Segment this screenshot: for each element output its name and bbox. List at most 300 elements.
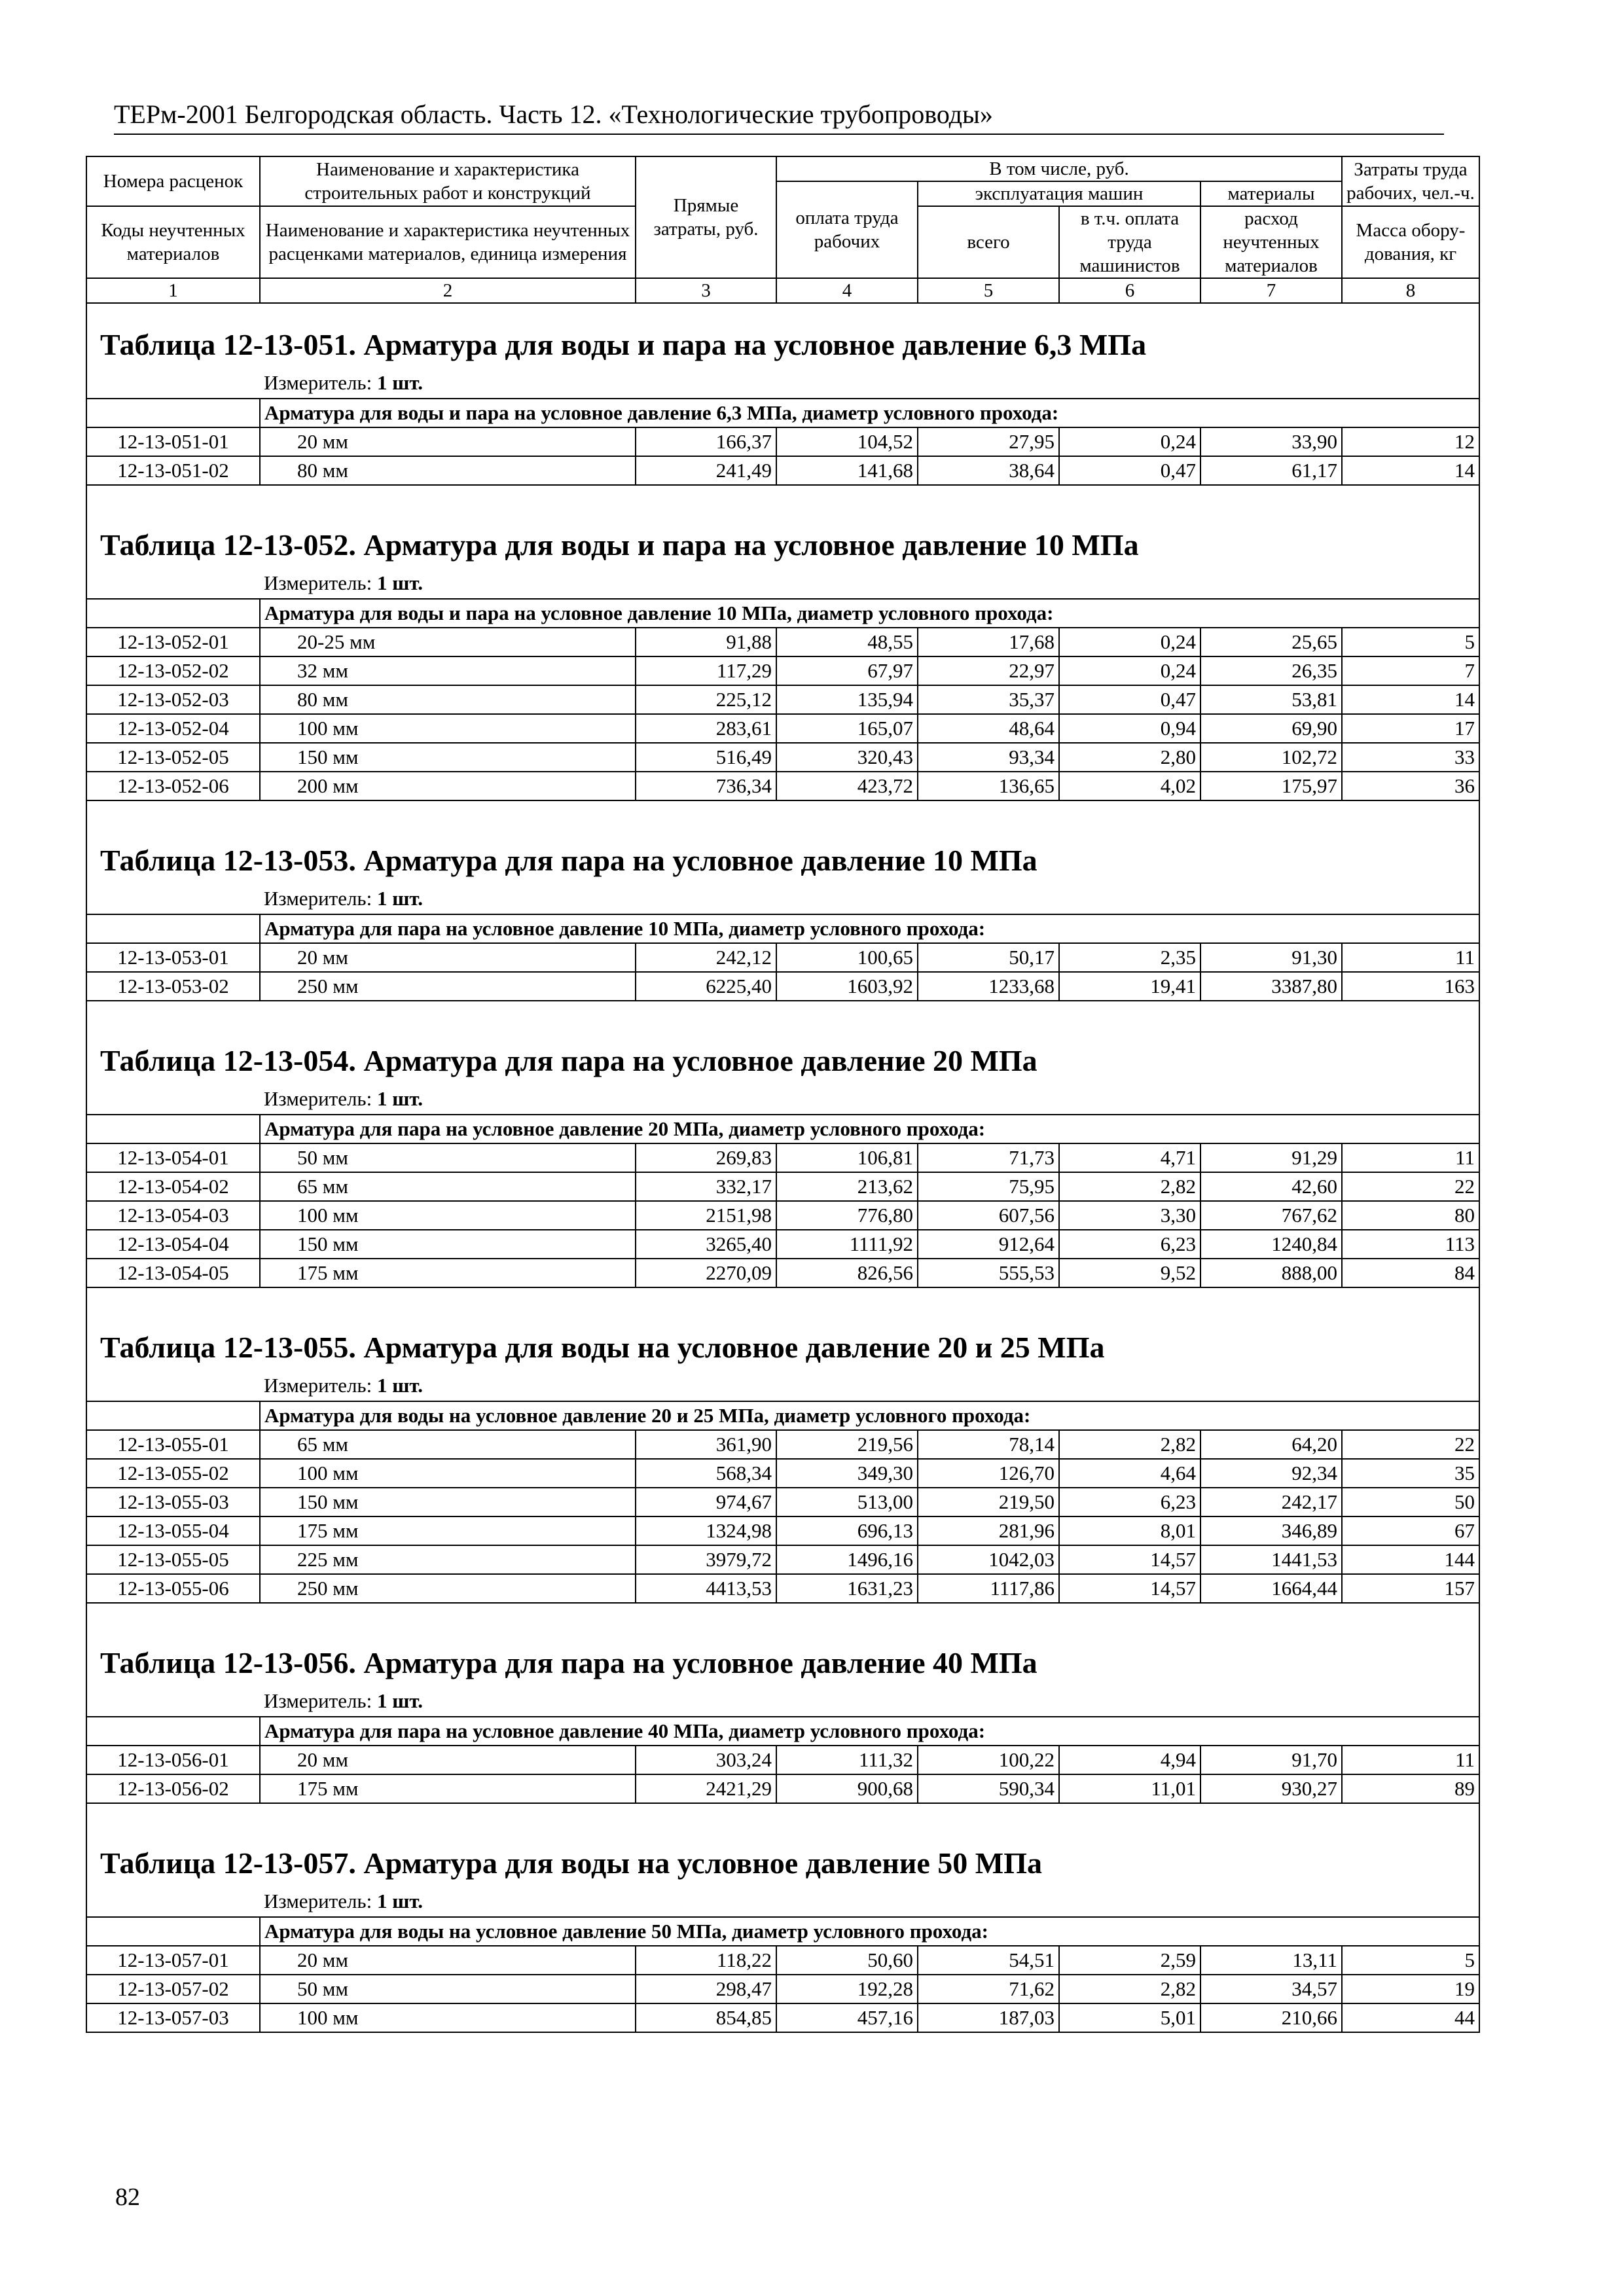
table-row bbox=[86, 772, 1479, 800]
col-number: 6 bbox=[1059, 278, 1200, 303]
worker-pay: 457,16 bbox=[776, 2003, 918, 2032]
measure-spacer bbox=[86, 884, 260, 914]
subheader-text: Арматура для пара на условное давление 40 МПа, диаметр условного прохода: bbox=[260, 1717, 1479, 1746]
section-title: Таблица 12-13-054. Арматура для пара на условное давление 20 МПа bbox=[100, 1044, 1038, 1077]
labor-hours: 19 bbox=[1342, 1975, 1479, 2003]
direct-costs: 361,90 bbox=[636, 1430, 776, 1459]
worker-pay: 192,28 bbox=[776, 1975, 918, 2003]
rate-name: 100 мм bbox=[260, 714, 636, 743]
table-row bbox=[86, 685, 1479, 714]
direct-costs: 568,34 bbox=[636, 1459, 776, 1488]
worker-pay: 900,68 bbox=[776, 1774, 918, 1803]
labor-hours: 144 bbox=[1342, 1545, 1479, 1574]
subheader-row bbox=[86, 1115, 1479, 1143]
subheader-spacer bbox=[86, 399, 260, 427]
worker-pay: 111,32 bbox=[776, 1746, 918, 1774]
subheader-text: Арматура для пара на условное давление 10 МПа, диаметр условного прохода: bbox=[260, 914, 1479, 943]
subheader-spacer bbox=[86, 1115, 260, 1143]
operator-pay: 4,64 bbox=[1059, 1459, 1200, 1488]
machines-total: 555,53 bbox=[918, 1259, 1059, 1287]
col-header-including: В том числе, руб. bbox=[776, 156, 1342, 181]
machines-total: 912,64 bbox=[918, 1230, 1059, 1259]
materials: 61,17 bbox=[1200, 456, 1342, 485]
rates-table bbox=[86, 156, 1480, 2033]
table-row bbox=[86, 1488, 1479, 1516]
measure-unit: 1 шт. bbox=[376, 1374, 424, 1397]
worker-pay: 696,13 bbox=[776, 1516, 918, 1545]
labor-hours: 89 bbox=[1342, 1774, 1479, 1803]
col-header-material-name: Наименование и характеристика неучтенных расценками материалов, единица измерения bbox=[260, 206, 636, 278]
rate-code: 12-13-051-02 bbox=[86, 456, 260, 485]
direct-costs: 2421,29 bbox=[636, 1774, 776, 1803]
rate-code: 12-13-056-01 bbox=[86, 1746, 260, 1774]
table-row bbox=[86, 743, 1479, 772]
col-header-machines: эксплуатация машин bbox=[918, 181, 1200, 206]
machines-total: 35,37 bbox=[918, 685, 1059, 714]
rate-name: 20 мм bbox=[260, 1946, 636, 1975]
operator-pay: 2,35 bbox=[1059, 943, 1200, 972]
operator-pay: 2,59 bbox=[1059, 1946, 1200, 1975]
labor-hours: 33 bbox=[1342, 743, 1479, 772]
table-row bbox=[86, 456, 1479, 485]
subheader-spacer bbox=[86, 1717, 260, 1746]
subheader-text: Арматура для воды и пара на условное давление 6,3 МПа, диаметр условного прохода: bbox=[260, 399, 1479, 427]
table-row bbox=[86, 714, 1479, 743]
rate-code: 12-13-055-04 bbox=[86, 1516, 260, 1545]
labor-hours: 14 bbox=[1342, 685, 1479, 714]
measure-cell bbox=[260, 1686, 1479, 1717]
operator-pay: 0,47 bbox=[1059, 685, 1200, 714]
rate-name: 150 мм bbox=[260, 743, 636, 772]
operator-pay: 6,23 bbox=[1059, 1488, 1200, 1516]
materials: 1441,53 bbox=[1200, 1545, 1342, 1574]
worker-pay: 349,30 bbox=[776, 1459, 918, 1488]
rate-code: 12-13-055-01 bbox=[86, 1430, 260, 1459]
table-row bbox=[86, 628, 1479, 656]
direct-costs: 974,67 bbox=[636, 1488, 776, 1516]
rate-name: 50 мм bbox=[260, 1975, 636, 2003]
materials: 1240,84 bbox=[1200, 1230, 1342, 1259]
worker-pay: 141,68 bbox=[776, 456, 918, 485]
operator-pay: 14,57 bbox=[1059, 1545, 1200, 1574]
measure-unit: 1 шт. bbox=[376, 1689, 424, 1712]
machines-total: 1117,86 bbox=[918, 1574, 1059, 1603]
operator-pay: 5,01 bbox=[1059, 2003, 1200, 2032]
direct-costs: 332,17 bbox=[636, 1172, 776, 1201]
measure-spacer bbox=[86, 1371, 260, 1401]
table-row bbox=[86, 1946, 1479, 1975]
subheader-row bbox=[86, 1717, 1479, 1746]
operator-pay: 2,82 bbox=[1059, 1975, 1200, 2003]
labor-hours: 35 bbox=[1342, 1459, 1479, 1488]
worker-pay: 1496,16 bbox=[776, 1545, 918, 1574]
rate-name: 175 мм bbox=[260, 1259, 636, 1287]
rate-code: 12-13-056-02 bbox=[86, 1774, 260, 1803]
col-number: 2 bbox=[260, 278, 636, 303]
materials: 42,60 bbox=[1200, 1172, 1342, 1201]
rate-name: 20 мм bbox=[260, 943, 636, 972]
worker-pay: 67,97 bbox=[776, 656, 918, 685]
col-header-equipment-mass: Масса обору-дования, кг bbox=[1342, 206, 1479, 278]
machines-total: 100,22 bbox=[918, 1746, 1059, 1774]
col-header-direct-costs: Прямые затраты, руб. bbox=[636, 156, 776, 278]
measure-unit: 1 шт. bbox=[376, 371, 424, 394]
labor-hours: 80 bbox=[1342, 1201, 1479, 1230]
labor-hours: 84 bbox=[1342, 1259, 1479, 1287]
operator-pay: 0,24 bbox=[1059, 656, 1200, 685]
materials: 92,34 bbox=[1200, 1459, 1342, 1488]
section-title-cell bbox=[86, 485, 1479, 568]
table-row bbox=[86, 972, 1479, 1001]
labor-hours: 22 bbox=[1342, 1430, 1479, 1459]
worker-pay: 135,94 bbox=[776, 685, 918, 714]
section-title-cell bbox=[86, 303, 1479, 368]
rate-code: 12-13-051-01 bbox=[86, 427, 260, 456]
table-row bbox=[86, 1545, 1479, 1574]
rate-name: 150 мм bbox=[260, 1488, 636, 1516]
direct-costs: 3979,72 bbox=[636, 1545, 776, 1574]
operator-pay: 2,82 bbox=[1059, 1430, 1200, 1459]
machines-total: 75,95 bbox=[918, 1172, 1059, 1201]
subheader-row bbox=[86, 399, 1479, 427]
subheader-spacer bbox=[86, 599, 260, 628]
labor-hours: 22 bbox=[1342, 1172, 1479, 1201]
subheader-text: Арматура для воды и пара на условное давление 10 МПа, диаметр условного прохода: bbox=[260, 599, 1479, 628]
section-title: Таблица 12-13-053. Арматура для пара на условное давление 10 МПа bbox=[100, 844, 1038, 877]
rate-name: 100 мм bbox=[260, 1201, 636, 1230]
table-row bbox=[86, 1975, 1479, 2003]
rate-name: 250 мм bbox=[260, 972, 636, 1001]
subheader-text: Арматура для пара на условное давление 20 МПа, диаметр условного прохода: bbox=[260, 1115, 1479, 1143]
measure-unit: 1 шт. bbox=[376, 887, 424, 910]
table-row bbox=[86, 943, 1479, 972]
measure-spacer bbox=[86, 1886, 260, 1917]
rate-code: 12-13-052-02 bbox=[86, 656, 260, 685]
materials: 3387,80 bbox=[1200, 972, 1342, 1001]
rate-name: 250 мм bbox=[260, 1574, 636, 1603]
section-title-row bbox=[86, 1803, 1479, 1886]
measure-unit: 1 шт. bbox=[376, 1890, 424, 1912]
rate-name: 175 мм bbox=[260, 1516, 636, 1545]
operator-pay: 0,24 bbox=[1059, 628, 1200, 656]
machines-total: 71,73 bbox=[918, 1143, 1059, 1172]
worker-pay: 100,65 bbox=[776, 943, 918, 972]
rate-name: 20-25 мм bbox=[260, 628, 636, 656]
table-row bbox=[86, 1516, 1479, 1545]
rate-name: 200 мм bbox=[260, 772, 636, 800]
labor-hours: 44 bbox=[1342, 2003, 1479, 2032]
column-numbers-row bbox=[86, 278, 1479, 303]
direct-costs: 3265,40 bbox=[636, 1230, 776, 1259]
labor-hours: 67 bbox=[1342, 1516, 1479, 1545]
rate-code: 12-13-057-03 bbox=[86, 2003, 260, 2032]
rate-code: 12-13-052-03 bbox=[86, 685, 260, 714]
operator-pay: 6,23 bbox=[1059, 1230, 1200, 1259]
labor-hours: 113 bbox=[1342, 1230, 1479, 1259]
worker-pay: 106,81 bbox=[776, 1143, 918, 1172]
materials: 91,29 bbox=[1200, 1143, 1342, 1172]
machines-total: 54,51 bbox=[918, 1946, 1059, 1975]
section-title-row bbox=[86, 1603, 1479, 1686]
materials: 33,90 bbox=[1200, 427, 1342, 456]
materials: 25,65 bbox=[1200, 628, 1342, 656]
table-row bbox=[86, 1774, 1479, 1803]
rate-code: 12-13-055-05 bbox=[86, 1545, 260, 1574]
rate-name: 100 мм bbox=[260, 2003, 636, 2032]
rate-name: 65 мм bbox=[260, 1430, 636, 1459]
table-row bbox=[86, 1574, 1479, 1603]
col-number: 5 bbox=[918, 278, 1059, 303]
subheader-row bbox=[86, 599, 1479, 628]
measure-row bbox=[86, 1886, 1479, 1917]
machines-total: 71,62 bbox=[918, 1975, 1059, 2003]
measure-row bbox=[86, 884, 1479, 914]
direct-costs: 1324,98 bbox=[636, 1516, 776, 1545]
materials: 210,66 bbox=[1200, 2003, 1342, 2032]
measure-label: Измеритель: bbox=[264, 1374, 372, 1397]
operator-pay: 4,94 bbox=[1059, 1746, 1200, 1774]
measure-spacer bbox=[86, 568, 260, 599]
direct-costs: 2270,09 bbox=[636, 1259, 776, 1287]
table-row bbox=[86, 1143, 1479, 1172]
materials: 91,30 bbox=[1200, 943, 1342, 972]
rate-code: 12-13-052-05 bbox=[86, 743, 260, 772]
labor-hours: 5 bbox=[1342, 628, 1479, 656]
section-title: Таблица 12-13-057. Арматура для воды на условное давление 50 МПа bbox=[100, 1846, 1042, 1880]
labor-hours: 17 bbox=[1342, 714, 1479, 743]
table-row bbox=[86, 2003, 1479, 2032]
col-number: 4 bbox=[776, 278, 918, 303]
subheader-spacer bbox=[86, 1401, 260, 1430]
worker-pay: 165,07 bbox=[776, 714, 918, 743]
machines-total: 1042,03 bbox=[918, 1545, 1059, 1574]
operator-pay: 0,24 bbox=[1059, 427, 1200, 456]
rate-code: 12-13-057-01 bbox=[86, 1946, 260, 1975]
direct-costs: 117,29 bbox=[636, 656, 776, 685]
machines-total: 590,34 bbox=[918, 1774, 1059, 1803]
measure-label: Измеритель: bbox=[264, 1689, 372, 1712]
direct-costs: 241,49 bbox=[636, 456, 776, 485]
measure-unit: 1 шт. bbox=[376, 1087, 424, 1110]
operator-pay: 2,80 bbox=[1059, 743, 1200, 772]
measure-spacer bbox=[86, 1084, 260, 1115]
labor-hours: 14 bbox=[1342, 456, 1479, 485]
section-title-cell bbox=[86, 1287, 1479, 1371]
section-title: Таблица 12-13-052. Арматура для воды и пара на условное давление 10 МПа bbox=[100, 528, 1139, 562]
rate-name: 65 мм bbox=[260, 1172, 636, 1201]
worker-pay: 219,56 bbox=[776, 1430, 918, 1459]
worker-pay: 104,52 bbox=[776, 427, 918, 456]
machines-total: 607,56 bbox=[918, 1201, 1059, 1230]
rate-code: 12-13-053-01 bbox=[86, 943, 260, 972]
measure-spacer bbox=[86, 368, 260, 399]
rate-code: 12-13-055-02 bbox=[86, 1459, 260, 1488]
materials: 13,11 bbox=[1200, 1946, 1342, 1975]
page-number: 82 bbox=[115, 2183, 140, 2211]
machines-total: 50,17 bbox=[918, 943, 1059, 972]
subheader-text: Арматура для воды на условное давление 20 и 25 МПа, диаметр условного прохода: bbox=[260, 1401, 1479, 1430]
worker-pay: 776,80 bbox=[776, 1201, 918, 1230]
col-header-material-codes: Коды неучтенных материалов bbox=[86, 206, 260, 278]
header-row-1 bbox=[86, 156, 1479, 181]
page-header: ТЕРм-2001 Белгородская область. Часть 12. «Технологические трубопроводы» bbox=[114, 98, 1444, 135]
materials: 64,20 bbox=[1200, 1430, 1342, 1459]
materials: 175,97 bbox=[1200, 772, 1342, 800]
machines-total: 22,97 bbox=[918, 656, 1059, 685]
operator-pay: 14,57 bbox=[1059, 1574, 1200, 1603]
machines-total: 1233,68 bbox=[918, 972, 1059, 1001]
machines-total: 126,70 bbox=[918, 1459, 1059, 1488]
col-number: 8 bbox=[1342, 278, 1479, 303]
worker-pay: 48,55 bbox=[776, 628, 918, 656]
direct-costs: 854,85 bbox=[636, 2003, 776, 2032]
rate-name: 225 мм bbox=[260, 1545, 636, 1574]
machines-total: 187,03 bbox=[918, 2003, 1059, 2032]
labor-hours: 12 bbox=[1342, 427, 1479, 456]
machines-total: 48,64 bbox=[918, 714, 1059, 743]
section-title-cell bbox=[86, 1001, 1479, 1084]
machines-total: 38,64 bbox=[918, 456, 1059, 485]
operator-pay: 9,52 bbox=[1059, 1259, 1200, 1287]
direct-costs: 4413,53 bbox=[636, 1574, 776, 1603]
table-row bbox=[86, 1259, 1479, 1287]
worker-pay: 50,60 bbox=[776, 1946, 918, 1975]
materials: 242,17 bbox=[1200, 1488, 1342, 1516]
measure-label: Измеритель: bbox=[264, 371, 372, 394]
table-row bbox=[86, 1746, 1479, 1774]
rate-name: 175 мм bbox=[260, 1774, 636, 1803]
section-title: Таблица 12-13-051. Арматура для воды и пара на условное давление 6,3 МПа bbox=[100, 328, 1147, 361]
labor-hours: 11 bbox=[1342, 1746, 1479, 1774]
section-title: Таблица 12-13-055. Арматура для воды на условное давление 20 и 25 МПа bbox=[100, 1331, 1105, 1364]
direct-costs: 166,37 bbox=[636, 427, 776, 456]
col-number: 3 bbox=[636, 278, 776, 303]
measure-cell bbox=[260, 884, 1479, 914]
labor-hours: 11 bbox=[1342, 1143, 1479, 1172]
measure-row bbox=[86, 1371, 1479, 1401]
labor-hours: 36 bbox=[1342, 772, 1479, 800]
direct-costs: 6225,40 bbox=[636, 972, 776, 1001]
direct-costs: 736,34 bbox=[636, 772, 776, 800]
measure-cell bbox=[260, 1886, 1479, 1917]
worker-pay: 423,72 bbox=[776, 772, 918, 800]
rate-code: 12-13-055-06 bbox=[86, 1574, 260, 1603]
col-header-material-usage: расход неучтенных материалов bbox=[1200, 206, 1342, 278]
worker-pay: 1603,92 bbox=[776, 972, 918, 1001]
rate-code: 12-13-057-02 bbox=[86, 1975, 260, 2003]
col-number: 7 bbox=[1200, 278, 1342, 303]
rate-code: 12-13-055-03 bbox=[86, 1488, 260, 1516]
rate-name: 20 мм bbox=[260, 427, 636, 456]
col-header-materials: материалы bbox=[1200, 181, 1342, 206]
col-header-rates: Номера расценок bbox=[86, 156, 260, 206]
measure-label: Измеритель: bbox=[264, 1087, 372, 1110]
measure-row bbox=[86, 368, 1479, 399]
labor-hours: 5 bbox=[1342, 1946, 1479, 1975]
direct-costs: 118,22 bbox=[636, 1946, 776, 1975]
measure-cell bbox=[260, 368, 1479, 399]
machines-total: 27,95 bbox=[918, 427, 1059, 456]
labor-hours: 157 bbox=[1342, 1574, 1479, 1603]
rate-code: 12-13-054-05 bbox=[86, 1259, 260, 1287]
measure-row bbox=[86, 568, 1479, 599]
rate-name: 100 мм bbox=[260, 1459, 636, 1488]
rate-code: 12-13-054-04 bbox=[86, 1230, 260, 1259]
operator-pay: 0,94 bbox=[1059, 714, 1200, 743]
materials: 102,72 bbox=[1200, 743, 1342, 772]
measure-unit: 1 шт. bbox=[376, 571, 424, 594]
measure-label: Измеритель: bbox=[264, 571, 372, 594]
measure-row bbox=[86, 1084, 1479, 1115]
operator-pay: 8,01 bbox=[1059, 1516, 1200, 1545]
subheader-row bbox=[86, 1917, 1479, 1946]
section-title-row bbox=[86, 1287, 1479, 1371]
machines-total: 93,34 bbox=[918, 743, 1059, 772]
rate-name: 20 мм bbox=[260, 1746, 636, 1774]
section-title-row bbox=[86, 303, 1479, 368]
measure-cell bbox=[260, 1371, 1479, 1401]
rate-code: 12-13-054-02 bbox=[86, 1172, 260, 1201]
materials: 53,81 bbox=[1200, 685, 1342, 714]
operator-pay: 0,47 bbox=[1059, 456, 1200, 485]
materials: 767,62 bbox=[1200, 1201, 1342, 1230]
measure-cell bbox=[260, 1084, 1479, 1115]
rate-name: 50 мм bbox=[260, 1143, 636, 1172]
materials: 34,57 bbox=[1200, 1975, 1342, 2003]
measure-cell bbox=[260, 568, 1479, 599]
subheader-row bbox=[86, 1401, 1479, 1430]
measure-spacer bbox=[86, 1686, 260, 1717]
col-number: 1 bbox=[86, 278, 260, 303]
worker-pay: 826,56 bbox=[776, 1259, 918, 1287]
direct-costs: 225,12 bbox=[636, 685, 776, 714]
section-title-cell bbox=[86, 1603, 1479, 1686]
direct-costs: 516,49 bbox=[636, 743, 776, 772]
direct-costs: 283,61 bbox=[636, 714, 776, 743]
labor-hours: 163 bbox=[1342, 972, 1479, 1001]
subheader-spacer bbox=[86, 914, 260, 943]
direct-costs: 242,12 bbox=[636, 943, 776, 972]
measure-label: Измеритель: bbox=[264, 1890, 372, 1912]
machines-total: 17,68 bbox=[918, 628, 1059, 656]
rate-name: 150 мм bbox=[260, 1230, 636, 1259]
section-title-row bbox=[86, 1001, 1479, 1084]
operator-pay: 2,82 bbox=[1059, 1172, 1200, 1201]
machines-total: 78,14 bbox=[918, 1430, 1059, 1459]
materials: 69,90 bbox=[1200, 714, 1342, 743]
machines-total: 281,96 bbox=[918, 1516, 1059, 1545]
operator-pay: 4,71 bbox=[1059, 1143, 1200, 1172]
rate-code: 12-13-054-01 bbox=[86, 1143, 260, 1172]
rate-code: 12-13-052-06 bbox=[86, 772, 260, 800]
col-header-operator-pay: в т.ч. оплата труда машинистов bbox=[1059, 206, 1200, 278]
section-title-row bbox=[86, 800, 1479, 884]
operator-pay: 4,02 bbox=[1059, 772, 1200, 800]
direct-costs: 91,88 bbox=[636, 628, 776, 656]
labor-hours: 7 bbox=[1342, 656, 1479, 685]
subheader-spacer bbox=[86, 1917, 260, 1946]
direct-costs: 303,24 bbox=[636, 1746, 776, 1774]
table-row bbox=[86, 1172, 1479, 1201]
direct-costs: 2151,98 bbox=[636, 1201, 776, 1230]
col-header-labor-hours: Затраты труда рабочих, чел.-ч. bbox=[1342, 156, 1479, 206]
section-title: Таблица 12-13-056. Арматура для пара на условное давление 40 МПа bbox=[100, 1646, 1038, 1679]
table-row bbox=[86, 1459, 1479, 1488]
operator-pay: 11,01 bbox=[1059, 1774, 1200, 1803]
rate-code: 12-13-052-04 bbox=[86, 714, 260, 743]
worker-pay: 513,00 bbox=[776, 1488, 918, 1516]
table-row bbox=[86, 1430, 1479, 1459]
